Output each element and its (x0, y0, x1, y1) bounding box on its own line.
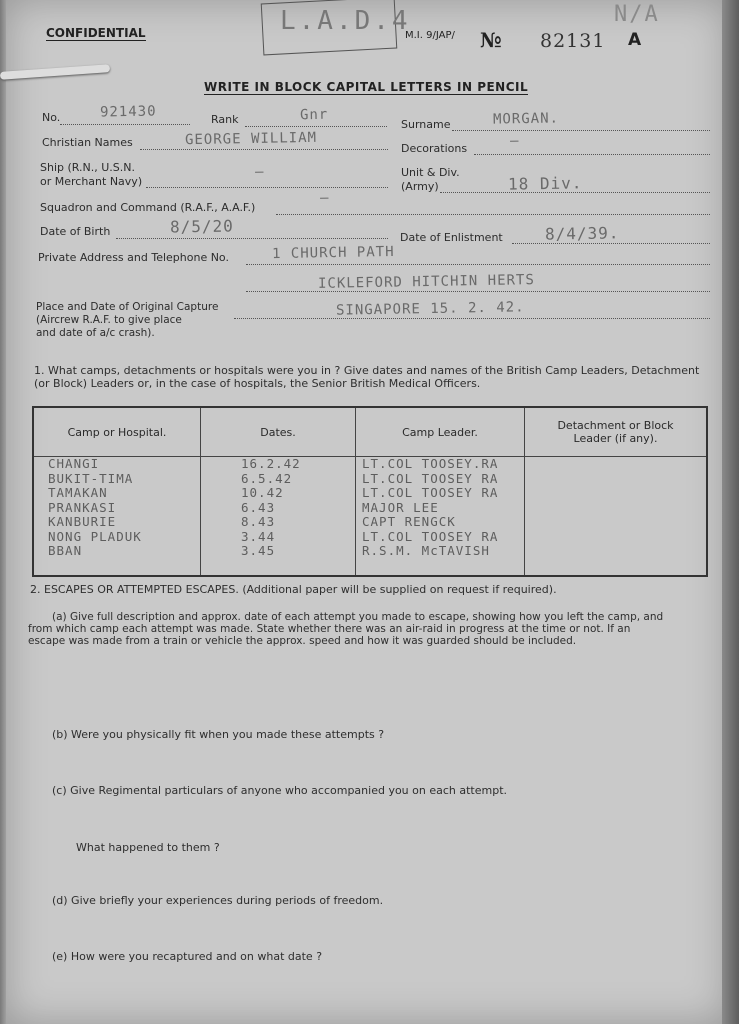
section2-a-line3: escape was made from a train or vehicle the approx. speed and how it was guarded should be included. (28, 635, 577, 647)
leader-entry: CAPT RENGCK (362, 514, 456, 529)
reference-code: M.I. 9/JAP/ (405, 30, 455, 41)
camp-entry: BUKIT-TIMA (48, 470, 134, 486)
capture-label-line2: (Aircrew R.A.F. to give place (36, 314, 182, 326)
camp-entry: NONG PLADUK (48, 528, 142, 544)
address-line2 (246, 291, 710, 292)
leader-entry: R.S.M. McTAVISH (362, 543, 490, 558)
col-header-leader: Camp Leader. (356, 407, 525, 457)
address-line1 (246, 264, 710, 265)
leader-column (356, 457, 525, 577)
leader-entry: LT.COL TOOSEY.RA (362, 456, 499, 471)
leader-entry: LT.COL TOOSEY RA (362, 528, 499, 544)
address-value-line2: ICKLEFORD HITCHIN HERTS (317, 272, 535, 292)
squadron-line (276, 214, 710, 215)
leader-entry: MAJOR LEE (362, 499, 439, 515)
section2-d: (d) Give briefly your experiences during periods of freedom. (52, 894, 384, 907)
camp-column (33, 457, 201, 577)
col-header-camp: Camp or Hospital. (33, 407, 201, 457)
capture-label-line1: Place and Date of Original Capture (36, 301, 219, 313)
address-label: Private Address and Telephone No. (38, 251, 229, 264)
section2-b: (b) Were you physically fit when you made these attempts ? (52, 728, 385, 741)
rank-value: Gnr (299, 106, 329, 124)
no-line (60, 124, 190, 125)
ship-label-line1: Ship (R.N., U.S.N. (40, 161, 135, 174)
camp-entry: TAMAKAN (48, 485, 108, 500)
date-entry: 8.43 (241, 514, 276, 529)
capture-label-line3: and date of a/c crash). (36, 327, 155, 339)
section2-heading: 2. ESCAPES OR ATTEMPTED ESCAPES. (Additional paper will be supplied on request if required). (30, 583, 557, 596)
capture-value: SINGAPORE 15. 2. 42. (335, 299, 525, 319)
serial-suffix: A (628, 30, 642, 50)
christian-names-value: GEORGE WILLIAM (184, 129, 318, 149)
enlistment-value: 8/4/39. (544, 223, 620, 244)
ship-label-line2: or Merchant Navy) (40, 175, 143, 188)
page-edge-right (722, 0, 739, 1024)
dob-line (116, 238, 388, 239)
dob-label: Date of Birth (40, 225, 111, 238)
address-value-line1: 1 CHURCH PATH (271, 243, 395, 263)
section2-e: (e) How were you recaptured and on what date ? (52, 950, 323, 963)
form-instruction: WRITE IN BLOCK CAPITAL LETTERS IN PENCIL (204, 80, 529, 94)
christian-names-label: Christian Names (42, 136, 133, 149)
stamp-text: L.A.D.4 (280, 6, 411, 36)
capture-line (234, 318, 710, 319)
camp-entry: CHANGI (48, 456, 100, 471)
decorations-value: — (509, 132, 520, 150)
date-entry: 16.2.42 (241, 456, 301, 471)
section1-question-line1: 1. What camps, detachments or hospitals were you in ? Give dates and names of the British Camp Leaders, Detachment (34, 364, 700, 377)
section2-a-line2: from which camp each attempt was made. State whether there was an air-raid in progress at the time or not. If an (28, 623, 631, 635)
section1-question-line2: (or Block) Leaders or, in the case of hospitals, the Senior British Medical Officers. (34, 377, 481, 390)
date-entry: 6.5.42 (241, 470, 293, 486)
corner-mark: N/A (614, 2, 660, 27)
squadron-value: — (319, 189, 330, 207)
col-header-detachment: Detachment or Block Leader (if any). (525, 407, 708, 457)
camp-entry: BBAN (48, 543, 83, 558)
section2-a-line1: (a) Give full description and approx. date of each attempt you made to escape, showing how you left the camp, and (52, 611, 664, 623)
camps-table (32, 406, 708, 577)
rank-label: Rank (211, 113, 239, 126)
dates-column (201, 457, 356, 577)
ship-value: — (254, 163, 265, 181)
confidential-label: CONFIDENTIAL (46, 26, 146, 40)
section2-c: (c) Give Regimental particulars of anyone who accompanied you on each attempt. (52, 784, 508, 797)
surname-line (452, 130, 710, 131)
leader-entry: LT.COL TOOSEY RA (362, 485, 499, 500)
rank-line (245, 126, 387, 127)
no-label: No. (42, 111, 61, 124)
date-entry: 6.43 (241, 499, 276, 515)
ship-line (146, 187, 388, 188)
christian-names-line (140, 149, 388, 150)
decorations-label: Decorations (401, 142, 468, 155)
no-value: 921430 (99, 103, 157, 121)
surname-value: MORGAN. (492, 110, 560, 128)
leader-entry: LT.COL TOOSEY RA (362, 470, 499, 486)
camp-entry: KANBURIE (48, 514, 117, 529)
col-header-dates: Dates. (201, 407, 356, 457)
date-entry: 3.45 (241, 543, 276, 558)
detachment-column (525, 457, 708, 577)
date-entry: 3.44 (241, 528, 276, 544)
camp-entry: PRANKASI (48, 499, 117, 515)
surname-label: Surname (401, 118, 451, 131)
unit-value: 18 Div. (507, 173, 583, 194)
enlistment-line (512, 243, 710, 244)
serial-number: 82131 (540, 30, 606, 52)
enlistment-label: Date of Enlistment (400, 231, 503, 244)
decorations-line (474, 154, 710, 155)
dob-value: 8/5/20 (169, 216, 234, 237)
squadron-label: Squadron and Command (R.A.F., A.A.F.) (40, 201, 256, 214)
section2-c-follow: What happened to them ? (76, 841, 220, 854)
unit-label-line1: Unit & Div. (401, 166, 460, 179)
unit-label-line2: (Army) (401, 180, 439, 193)
date-entry: 10.42 (241, 485, 284, 500)
number-symbol: № (480, 28, 502, 52)
